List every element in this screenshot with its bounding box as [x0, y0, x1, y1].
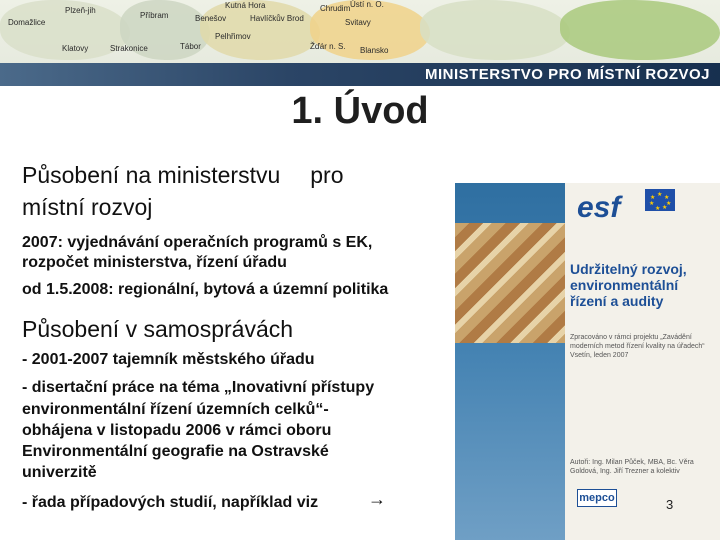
map-label: Blansko — [360, 46, 389, 55]
map-label: Svitavy — [345, 18, 371, 27]
mepco-logo: mepco — [577, 489, 617, 507]
section-heading — [22, 161, 442, 189]
cover-authors: Autoři: Ing. Milan Půček, MBA, Bc. Věra Goldová, Ing. Jiří Trezner a kolektiv — [570, 459, 694, 475]
text-line: univerzitě — [22, 464, 97, 481]
book-cover-image[interactable] — [455, 183, 720, 540]
map-label: Domažlice — [8, 18, 46, 27]
text-line: obhájena v listopadu 2006 v rámci oboru — [22, 422, 332, 439]
arrow-right-icon: → — [368, 489, 386, 509]
map-label: Pelhřimov — [215, 32, 251, 41]
text-line: Environmentální geografie na Ostravské — [22, 443, 329, 460]
map-label: Strakonice — [110, 44, 148, 53]
map-label: Plzeň-jih — [65, 6, 96, 15]
heading-part: pro — [310, 162, 344, 188]
header-banner — [0, 0, 720, 86]
map-label: Příbram — [140, 11, 169, 20]
text-line: - řada případových studií, například viz — [22, 494, 319, 511]
cover-page — [565, 183, 720, 540]
text-line: - 2001-2007 tajemník městského úřadu — [22, 351, 315, 368]
text-line: od 1.5.2008: regionální, bytová a územní politika — [22, 281, 389, 298]
ministry-name: MINISTERSTVO PRO MÍSTNÍ ROZVOJ — [424, 66, 710, 83]
map-label: Ústí n. O. — [350, 0, 384, 9]
slide-title-text: 1. Úvod — [291, 90, 429, 132]
map-label: Žďár n. S. — [310, 42, 346, 51]
section-heading: místní rozvoj — [22, 194, 153, 220]
cover-subtitle: Zpracováno v rámci projektu „Zavádění moderních metod řízení kvality na úřadech“ Vsetín, leden 2007 — [570, 334, 705, 359]
section-heading: Působení v samosprávách — [22, 316, 294, 342]
city-photo — [455, 223, 575, 343]
slide-title — [0, 90, 720, 133]
map-label: Chrudim — [320, 4, 351, 13]
map-label: Havlíčkův Brod — [250, 14, 304, 23]
cover-title: Udržitelný rozvoj, environmentální řízení a audity — [570, 261, 687, 309]
text-line: rozpočet ministerstva, řízení úřadu — [22, 254, 287, 271]
map-region — [420, 0, 570, 60]
text-line: - disertační práce na téma „Inovativní přístupy — [22, 379, 375, 396]
esf-logo: esf — [577, 191, 621, 224]
eu-flag-icon: ★ ★ ★ ★ ★ ★ ★ — [645, 189, 675, 211]
text-line: 2007: vyjednávání operačních programů s EK, — [22, 234, 373, 251]
text-line: environmentální řízení územních celků“- — [22, 401, 329, 418]
heading-part: Působení na ministerstvu — [22, 162, 281, 188]
map-label: Kutná Hora — [225, 1, 266, 10]
map-label: Klatovy — [62, 44, 89, 53]
page-number: 3 — [666, 497, 674, 512]
map-label: Benešov — [195, 14, 227, 23]
map-label: Tábor — [180, 42, 201, 51]
map-region — [560, 0, 720, 60]
